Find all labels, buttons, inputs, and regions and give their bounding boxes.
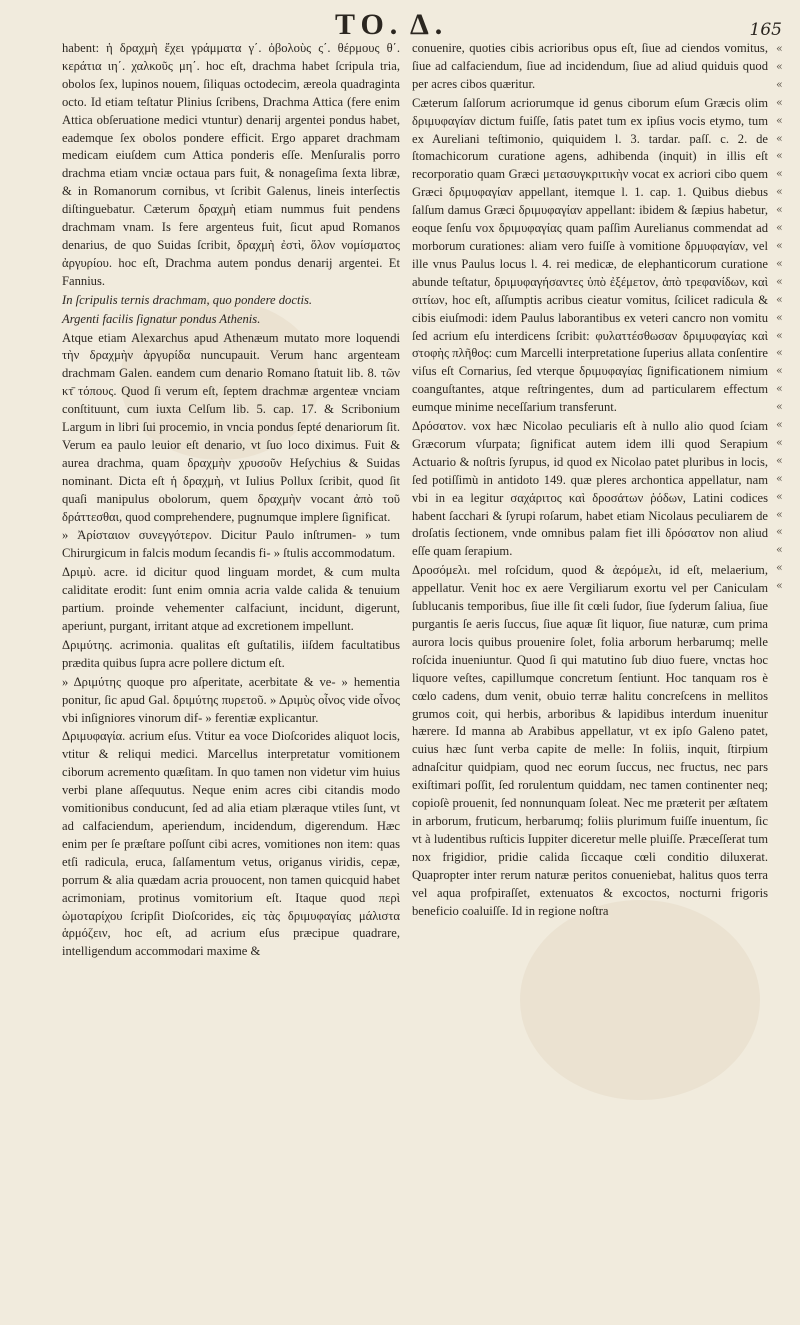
left-paragraph: Δριμύτης. acrimonia. qualitas eſt guſtatilis, iiſdem facultatibus prædita quibus ſupra acre pollere dictum eſt. — [62, 637, 400, 670]
page-number: 165 — [749, 20, 782, 40]
right-paragraph: Cæterum ſalſorum acriorumque id genus ciborum eſum Græcis olim δριμυφαγίαν dictum fuiſſe, ſatis patet tum ex ipſius vocis etymo, tum ex Aureliani teſtimonio, quiquidem l. 3. tardar. paſſ. c. 2. de ſtomachicorum curatione agens, adhibenda (inquit) in illis eſt recorporatio quam Græci μετασυγκριτικὴν vocat ex acriori cibo quem Græci δριμυφαγίαν appellant, itemque l. 1. cap. 1. Quibus diebus ſalſum damus Græci δριμυφαγίαν appellant: ibidem & ſæpius habetur, eoque ſenſu vox δριμυφαγίας quam paſſim Aurelianus commendat ad morborum curationes: aliam vero fuiſſe à vomitione δρμυφαγίαν, vel ille vnus Paulus locus l. 4. rei medicæ, de elephanticorum curatione abunde teſtatur, δριμυφαγήσαντες ὑπὸ ἐξέμετον, ἀπὸ τρεφανίδων, καὶ σιτίων, hoc eſt, aſſumptis acribus cieatur vomitus, ſcilicet radicula & cibis eiuſmodi: idem Paulus laborantibus ex veteri cancro non vomitu ſed acrium eſu interdicens ſcribit: φυλαττέσθωσαν δριμυφαγίας καὶ στοφὴς πλῆθος: cum Marcelli interpretatione ſuperius allata conſentire viſus eſt Cornarius, ſed vterque δριμυφαγίας ſignificationem nimium coanguſtantes, atque reſtringentes, dum ad particularem effectum eumque minime neceſſarium transferunt. — [412, 95, 768, 415]
left-paragraph: Atque etiam Alexarchus apud Athenæum mutato more loquendi τὴν δραχμὴν ἀργυρίδα nuncupauit. Verum hanc argenteam drachmam Galen. eandem cum denario Romano ſtatuit lib. 8. τῶν κτ̄ τόπους. Quod ſi verum eſt, ſeptem drachmæ argenteæ vnciam conſtituunt, cum iuxta Celſum lib. 5. cap. 17. & Scribonium Largum in libri ſui procemio, in vncia pondus ſepté denariorum ſit. Verum ea paulo leuior eſt denario, vt ſuo loco diximus. Fuit & aurea drachma, quam δραχμὴν χρυσοῦν Heſychius & Suidas nominant. Dicta eſt ἡ δραχμὴ, vt Iulius Pollux ſcribit, quod ſit quaſi manipulus obolorum, quem δραχμὴν vocant ἀπὸ τοῦ δράττεσθαι, quod comprehendere, pugnumque implere ſignificat. — [62, 330, 400, 524]
header-right-word: Δ. — [410, 8, 449, 41]
right-paragraph: conuenire, quoties cibis acrioribus opus eſt, ſiue ad ciendos vomitus, ſiue ad calfaciendum, ſiue ad incidendum, ſiue ad aliud quiduis quod per acres cibos quæritur. — [412, 41, 768, 91]
left-paragraph: habent: ἡ δραχμὴ ἔχει γράμματα γ΄. ὀβολοὺς ς΄. θέρμους θ΄. κεράτια ιη΄. χαλκοῦς μη΄. hoc eſt, drachma habet ſcripula tria, obolos ſex, lupinos nouem, ſiliquas octodecim, æreola quadraginta octo. Id etiam teſtatur Plinius ſcribens, Drachma Attica (fere enim Attica obſeruatione medici vtuntur) denarij argentei pondus habet, eademque ſex obolos pondere efficit. Ergo apparet drachmam medicam eiuſdem cum Attica ponderis eſſe. Menſuralis porro drachma etiam vnciæ octaua pars fuit, & nonageſima ſexta libræ, & in Romanorum cornibus, vt ſcribit Galenus, lineis interſectis diſtinguebatur. Cæterum δραχμὴ etiam nummus fuit pendens drachmam vnam. Is fere argenteus fuit, ſicut apud Romanos denarius, de quo Suidas ſcribit, δραχμὴ ἐστὶ, ὅλον νομίσματος ἀργυρίου. hoc eſt, Drachma autem pondus denarij argentei. Et Fannius. — [62, 41, 400, 288]
verse-quote: Argenti facilis ſignatur pondus Athenis. — [62, 311, 261, 326]
verse-quote: In ſcripulis ternis drachmam, quo pondere doctis. — [62, 292, 312, 307]
left-paragraph: Δριμὺ. acre. id dicitur quod linguam mordet, & cum multa caliditate erodit: ſunt enim omnia acria valde calida & tenuium partium. proinde vehementer calfaciunt, incidunt, digerunt, aperiunt, purgant, irritant atque ad excretionem impellunt. — [62, 565, 400, 633]
left-paragraph: » Ἀρίσταιον συνεγγότερον. Dicitur Paulo inſtrumen- » tum Chirurgicum in falcis modum ſecandis fi- » ſtulis accommodatum. — [62, 528, 400, 561]
left-paragraph: Δριμυφαγία. acrium eſus. Vtitur ea voce Dioſcorides aliquot locis, vtitur & reliqui medici. Marcellus interpretatur vomitionem ciborum acremento quæſitam. In quo tamen non videtur vim huius verbi plane aſſequutus. Neque enim acres cibi citandis modo vomitionibus conducunt, ſed ad alia etiam plæraque vtiles ſunt, vt ad calfaciendum, aperiendum, incidendum, digerendum. Hæc enim per ſe præſtare poſſunt cibi acres, vomitiones non item: quas etſi radicula, eruca, ſalſamentum vetus, origanus viridis, cepæ, porrum & alia quædam acria prouocent, non tamen quicquid habet acrimoniam, protinus vomitorium eſt. Itaque quod περὶ ὠμοταρίχου ſcripſit Dioſcorides, εἰς τὰς δριμυφαγίας μάλιστα ἁρμόζειν, hoc eſt, ad acrium eſus præcipue quadrare, intelligendum accommodari maxime & — [62, 729, 400, 959]
margin-quote-marks: « « « « « « « « « « « « « « « « « « « « « « « « « « « « « « « — [776, 42, 783, 593]
left-column — [62, 40, 400, 962]
right-paragraph: Δροσόμελι. mel roſcidum, quod & ἀερόμελι, id eſt, melaerium, appellatur. Venit hoc ex aere Vergiliarum exortu vel per Caniculam ſublucanis temporibus, ſiue ille ſit cœli ſudor, ſiue ſyderum ſaliua, ſiue purgantis ſe aeris ſuccus, ſiue aquæ ſit liquor, ſiue naturæ, cum prima aurora locis quibus prouenire ſolet, folia arborum herbarumq; melle roſcida inueniuntur. Quod ſi qui matutino ſub diuo fuere, vnctas hoc liquore veſtes, capillumque concretum ſentiunt. Hoc tanquam ros è cœlo cadens, dum venit, obuio terræ halitu concreſcens in mellitos grumos coit, qui herbis, arboribus & lapidibus interdum inuenitur hærere. Id manna ab Arabibus appellatur, vt ex ipſo Galeno patet, cuius hæc ſunt verba capite de melle: In foliis, inquit, ſtirpium adnaſcitur quidpiam, quod nec eorum ſuccus, nec fructus, nec pars exiſtimari poſſit, ſed rorulentum quiddam, nec tamen continenter neq; copioſè prouenit, ſed nonnunquam ſoleat. Nec me præterit per æſtatem in arborum, fruticum, herbarumq; foliis plurimum fuiſſe inuentum, ſic vt à ludentibus ruſticis Iuppiter diceretur melle pluiſſe. Præceſſerat tum nox frigidior, pridie calida ſiccaque cœli conditio diluxerat. Quapropter inter rerum naturæ peritos conueniebat, halitus quos terra vel aqua profpiraſſet, extenuatos & excoctos, nocturni frigoris beneficio coaluiſſe. Id in regione noſtra — [412, 563, 768, 918]
paper-stain — [520, 900, 760, 1100]
left-paragraph: » Δριμύτης quoque pro aſperitate, acerbitate & ve- » hementia ponitur, ſic apud Gal. δριμύτης πυρετοῦ. » Δριμὺς οἶνος vide οἶνος vbi inſigniores vinorum dif- » ferentiæ explicantur. — [62, 674, 400, 725]
header-left-word: TO. — [335, 8, 404, 41]
right-column — [412, 40, 768, 921]
right-paragraph: Δρόσατον. vox hæc Nicolao peculiaris eſt à nullo alio quod ſciam Græcorum vſurpata; ſignificat autem idem illi quod Serapium Actuario & noſtris ſyrupus, id quod ex Nicolao patet pluribus in locis, ſed potiſſimù in antidoto 149. quæ pleres archontica appellatur, nam vbi in ea legitur σαχάριτος καὶ δροσάτων ῥόδων, Latini codices habent ſacchari & ſyrupi roſarum, habet etiam Nicolaus peculiarem de droſatis ſectionem, vnde omnibus palam fiet illi δρόσατον non aliud eſſe quam ſerapium. — [412, 419, 768, 559]
